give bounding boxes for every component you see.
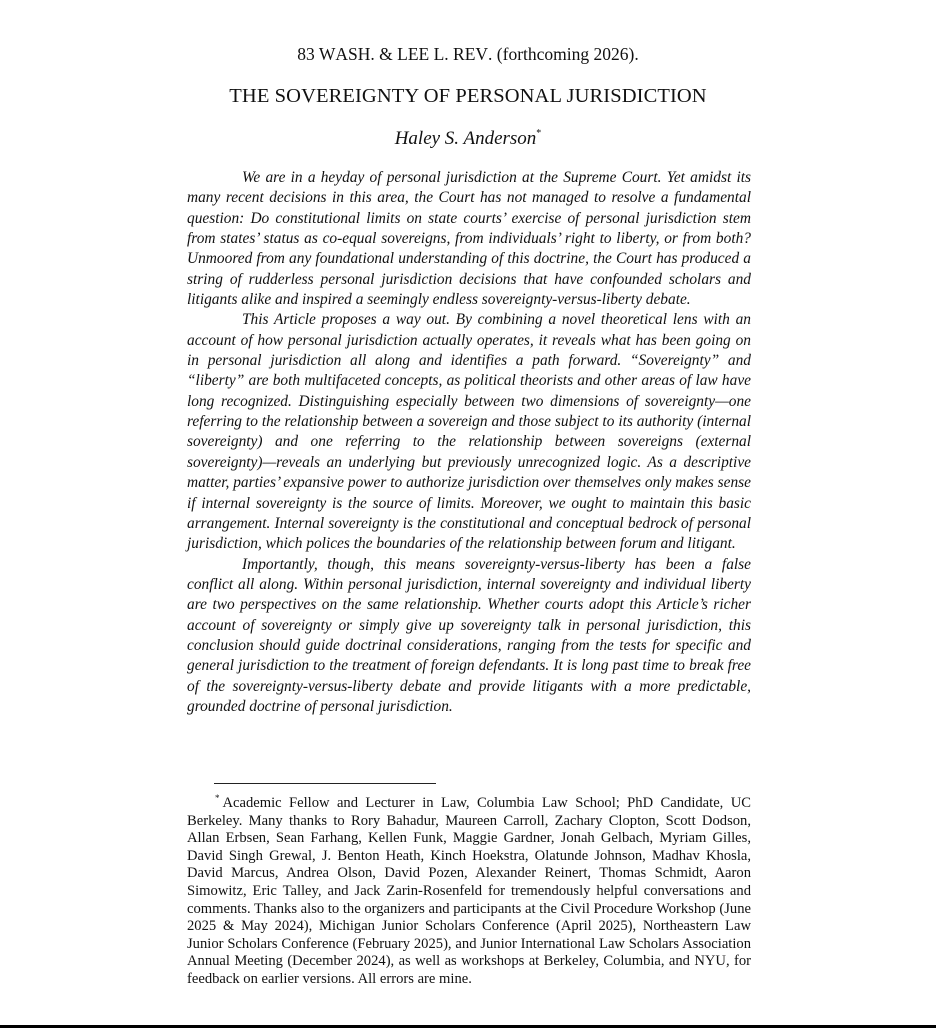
citation-journal — [319, 44, 493, 64]
author-name: Haley S. Anderson — [394, 128, 537, 149]
journal-citation — [0, 43, 936, 65]
abstract — [187, 168, 751, 717]
abstract-paragraph: Importantly, though, this means sovereignty-versus-liberty has been a false conflict all along. Within personal jurisdiction, internal sovereignty and individual liberty are two perspectives on the same relationship. Whether courts adopt this Article’s richer account of sovereignty or simply give up sovereignty talk in personal jurisdiction, this conclusion should guide doctrinal considerations, ranging from the tests for specific and general jurisdiction to the treatment of foreign defendants. It is long past time to break free of the sovereignty-versus-liberty debate and provide litigants with a more predictable, grounded doctrine of personal jurisdiction. — [187, 555, 751, 715]
footnote-paragraph — [187, 795, 751, 989]
author-line — [0, 127, 936, 151]
abstract-paragraph: We are in a heyday of personal jurisdiction at the Supreme Court. Yet amidst its many recent decisions in this area, the Court has not managed to resolve a fundamental question: Do constitutional limits on state courts’ exercise of personal jurisdiction stem from states’ status as co-equal sovereigns, from individuals’ right to liberty, or from both? Unmoored from any foundational understanding of this doctrine, the Court has produced a string of rudderless personal jurisdiction decisions that have confounded scholars and litigants alike and inspired a seemingly endless sovereignty-versus-liberty debate. — [187, 169, 751, 309]
journal-part: L. R — [429, 44, 465, 64]
author-footnote-marker[interactable]: * — [536, 128, 542, 139]
footnote-separator — [214, 783, 436, 784]
footnote-text: Academic Fellow and Lecturer in Law, Columbia Law School; PhD Candidate, UC Berkeley. Many thanks to Rory Bahadur, Maureen Carroll, Zachary Clopton, Scott Dodson, Allan Erbsen, Sean Farhang, Kellen Funk, Maggie Gardner, Jonah Gelbach, Myriam Gilles, David Singh Grewal, J. Benton Heath, Kinch Hoekstra, Olatunde Johnson, Madhav Khosla, David Marcus, Andrea Olson, David Pozen, Alexander Reinert, Thomas Schmidt, Aaron Simowitz, Eric Talley, and Jack Zarin-Rosenfeld for tremendously helpful conversations and comments. Thanks also to the organizers and participants at the Civil Procedure Workshop (June 2025 & May 2024), Michigan Junior Scholars Conference (April 2025), Northeastern Law Junior Scholars Conference (February 2025), and Junior International Law Scholars Association Annual Meeting (December 2024), as well as workshops at Berkeley, Columbia, and NYU, for feedback on earlier versions. All errors are mine. — [187, 795, 751, 987]
abstract-paragraph: This Article proposes a way out. By combining a novel theoretical lens with an account of how personal jurisdiction actually operates, it reveals what has been going on in personal jurisdiction all along and identifies a path forward. “Sovereignty” and “liberty” are both multifaceted concepts, as political theorists and other areas of law have long recognized. Distinguishing especially between two dimensions of sovereignty—one referring to the relationship between a sovereign and those subject to its authority (internal sovereignty) and one referring to the relationship between sovereigns (external sovereignty)—reveals an underlying but previously unrecognized logic. As a descriptive matter, parties’ expansive power to authorize jurisdiction over themselves only makes sense if internal sovereignty is the source of limits. Moreover, we ought to maintain this basic arrangement. Internal sovereignty is the constitutional and conceptual bedrock of personal jurisdiction, which polices the boundaries of the relationship between forum and litigant. — [187, 311, 751, 553]
journal-part: ASH — [335, 44, 371, 64]
citation-volume: 83 — [297, 44, 315, 64]
footnote — [187, 795, 751, 989]
journal-part: EE — [407, 44, 430, 64]
footnote-marker: * — [215, 793, 220, 803]
journal-part: W — [318, 44, 336, 64]
article-title: THE SOVEREIGNTY OF PERSONAL JURISDICTION — [229, 85, 707, 107]
journal-part: . & L — [370, 44, 408, 64]
journal-part: EV — [464, 44, 489, 64]
journal-part: . — [488, 44, 493, 64]
citation-status: (forthcoming 2026). — [496, 44, 639, 64]
